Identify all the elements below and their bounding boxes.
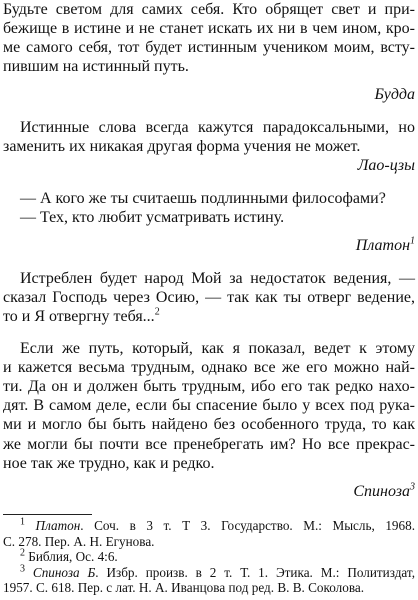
spinoza-line-2: и кажется весьма трудным, однако все же его можно най- [3,359,415,377]
hosea-line-2: сказал Господь через Осию, — так как ты отверг ведение, [3,289,415,307]
buddha-line-2: бежище в истине и не станет искать их ни в чем ином, кро- [3,20,415,38]
hosea-line-1: Истреблен будет народ Мой за недостаток ведения, — [20,270,415,288]
buddha-line-1: Будьте светом для самих себя. Кто обрящет свет и при- [3,1,415,18]
footnote-2: $^2$ Библия, Ос. 4:6. [20,547,118,565]
spinoza-line-7: ное так же трудно, как и редко. [3,454,215,472]
plato-note-mark: 1 [410,236,415,248]
spinoza-line-3: ти. Да он и должен быть трудным, ибо его так редко нахо- [3,378,415,396]
laozi-line-1: Истинные слова всегда кажутся парадоксальными, но [20,119,415,137]
plato-line-1: — А кого же ты считаешь подлинными философами? [20,190,386,208]
laozi-line-2: заменить их никакая другая форма учения не может. [3,138,361,156]
hosea-line-3: то и Я отвергну тебя...$^2$ [3,306,160,326]
laozi-attribution: Лао-цзы [357,157,415,175]
footnote-1-line-1: $^1$ Платон. Соч. в 3 т. Т 3. Государство. М.: Мысль, 1968. [20,516,416,534]
footnote-3-line-2: 1957. С. 618. Пер. с лат. Н. А. Иванцова под ред. В. В. Соколова. [3,580,365,595]
buddha-line-3: ме самого себя, тот будет истинным учеником моим, всту- [3,39,415,57]
spinoza-line-5: ми и могло бы быть найдено без особенного труда, то как [3,416,415,434]
buddha-line-4: пившим на истинный путь. [3,58,189,76]
footnote-1-line-2: С. 278. Пер. А. Н. Егунова. [3,533,155,549]
hosea-note-mark: 2 [154,306,160,318]
spinoza-note-mark: 3 [410,481,415,493]
spinoza-line-6: же могли бы почти все пренебрегать им? Но все прекрас- [3,435,415,453]
spinoza-line-4: дят. В самом деле, если бы спасение было у всех под рука- [3,397,415,415]
footnote-3-line-1: $^3$ Спиноза Б. Избр. произв. в 2 т. Т. 1. Этика. М.: Политиздат, [20,563,415,580]
plato-attribution: Платон$^1$ [355,236,415,255]
footnote-rule [3,514,92,515]
spinoza-line-1: Если же путь, который, как я показал, ведет к этому [20,340,415,358]
spinoza-attribution: Спиноза$^3$ [353,481,415,500]
buddha-attribution: Будда [374,86,415,104]
plato-line-2: — Тех, кто любит усматривать истину. [20,209,285,227]
